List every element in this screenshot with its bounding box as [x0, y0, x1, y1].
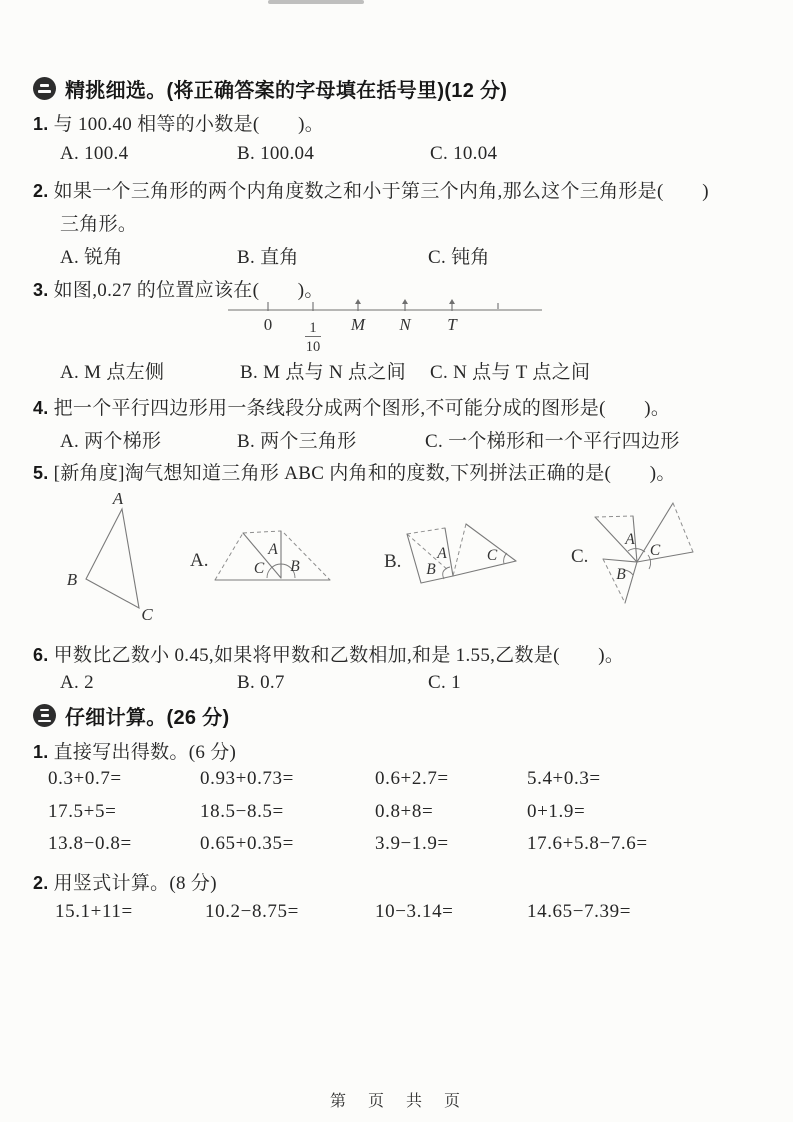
q5-figures — [40, 480, 720, 630]
q2-option-b: B. 直角 — [237, 247, 299, 268]
option-a-angle-c: C — [253, 560, 265, 577]
calc-item: 17.6+5.8−7.6= — [527, 833, 648, 854]
option-c-angle-a: A — [625, 531, 635, 548]
calc-item: 0+1.9= — [527, 801, 586, 822]
question-6-number: 6. — [33, 645, 49, 665]
q3-option-a: A. M 点左侧 — [60, 362, 165, 383]
section-calc-header — [33, 701, 229, 730]
number-line-label-0: 0 — [263, 315, 273, 334]
q5-option-c-figure — [571, 503, 693, 603]
q3-option-c: C. N 点与 T 点之间 — [430, 362, 591, 383]
calc-part-1-title: 直接写出得数。(6 分) — [53, 742, 237, 763]
q5-main-triangle — [67, 489, 154, 624]
option-c-letter: C. — [571, 546, 589, 567]
q2-option-a: A. 锐角 — [60, 247, 123, 268]
main-triangle-label-b: B — [66, 570, 78, 589]
calc-item: 5.4+0.3= — [527, 768, 601, 789]
number-line-label-m: M — [350, 315, 366, 334]
q1-option-a: A. 100.4 — [60, 143, 129, 164]
q1-option-c: C. 10.04 — [430, 143, 498, 164]
question-2-number: 2. — [33, 181, 49, 201]
q4-option-b: B. 两个三角形 — [237, 431, 357, 452]
option-b-angle-a: A — [437, 545, 447, 562]
question-2 — [33, 176, 709, 203]
question-5-number: 5. — [33, 463, 49, 483]
option-a-letter: A. — [190, 550, 209, 571]
number-line — [228, 299, 542, 311]
page-footer: 第 页 共 页 — [329, 1093, 463, 1110]
main-triangle-label-a: A — [112, 489, 124, 508]
calc-part-2-heading — [33, 868, 217, 895]
q4-option-c: C. 一个梯形和一个平行四边形 — [425, 431, 680, 452]
calc-part-1-number: 1. — [33, 742, 49, 762]
calc-item: 0.6+2.7= — [375, 768, 449, 789]
q5-option-b-figure — [384, 524, 516, 583]
q3-number-line-figure — [226, 296, 546, 354]
fraction-denominator: 10 — [305, 339, 321, 354]
q2-option-c: C. 钝角 — [428, 247, 490, 268]
calc-item: 14.65−7.39= — [527, 901, 632, 922]
section-two-icon — [33, 77, 56, 100]
calc-item: 0.3+0.7= — [48, 768, 122, 789]
option-c-angle-b: B — [616, 566, 626, 583]
option-b-letter: B. — [384, 551, 402, 572]
calc-part-2-title: 用竖式计算。(8 分) — [53, 873, 217, 894]
fraction-numerator: 1 — [309, 320, 317, 336]
option-b-angle-c: C — [486, 547, 498, 564]
question-1 — [33, 109, 324, 136]
q6-option-a: A. 2 — [60, 672, 94, 693]
number-line-label-t: T — [447, 315, 457, 334]
scan-artifact — [268, 0, 364, 4]
question-1-text: 与 100.40 相等的小数是( )。 — [53, 114, 325, 135]
calc-item: 10−3.14= — [375, 901, 454, 922]
q1-option-b: B. 100.04 — [237, 143, 315, 164]
calc-item: 0.65+0.35= — [200, 833, 294, 854]
question-6 — [33, 640, 624, 667]
section-calc-title: 仔细计算。(26 分) — [65, 707, 230, 729]
section-three-icon — [33, 704, 56, 727]
q5-option-a-figure — [190, 531, 330, 580]
option-c-angle-c: C — [649, 542, 661, 559]
question-6-text: 甲数比乙数小 0.45,如果将甲数和乙数相加,和是 1.55,乙数是( )。 — [53, 645, 625, 666]
question-2-text-line2: 三角形。 — [60, 214, 138, 235]
calc-item: 18.5−8.5= — [200, 801, 284, 822]
question-3-number: 3. — [33, 280, 49, 300]
calc-part-1-heading — [33, 737, 236, 764]
calc-item: 13.8−0.8= — [48, 833, 132, 854]
option-a-angle-b: B — [290, 558, 300, 575]
section-choice-header — [33, 74, 507, 103]
question-3-text: 如图,0.27 的位置应该在( )。 — [53, 280, 324, 301]
section-choice-title: 精挑细选。(将正确答案的字母填在括号里)(12 分) — [65, 80, 508, 102]
calc-item: 0.8+8= — [375, 801, 434, 822]
calc-part-2-number: 2. — [33, 873, 49, 893]
number-line-label-n: N — [399, 315, 411, 334]
question-5-text: [新角度]淘气想知道三角形 ABC 内角和的度数,下列拼法正确的是( )。 — [53, 463, 676, 484]
question-1-number: 1. — [33, 114, 49, 134]
question-4-number: 4. — [33, 398, 49, 418]
number-line-fraction-one-tenth — [305, 320, 321, 354]
q6-option-b: B. 0.7 — [237, 672, 285, 693]
calc-item: 17.5+5= — [48, 801, 117, 822]
q3-option-b: B. M 点与 N 点之间 — [240, 362, 406, 383]
calc-item: 3.9−1.9= — [375, 833, 449, 854]
question-4 — [33, 393, 670, 420]
calc-item: 15.1+11= — [55, 901, 133, 922]
option-b-angle-b: B — [426, 561, 436, 578]
option-a-angle-a: A — [268, 541, 278, 558]
question-2-text: 如果一个三角形的两个内角度数之和小于第三个内角,那么这个三角形是( ) — [53, 181, 709, 202]
main-triangle-label-c: C — [141, 605, 153, 624]
question-4-text: 把一个平行四边形用一条线段分成两个图形,不可能分成的图形是( )。 — [53, 398, 671, 419]
q4-option-a: A. 两个梯形 — [60, 431, 162, 452]
calc-item: 0.93+0.73= — [200, 768, 294, 789]
calc-item: 10.2−8.75= — [205, 901, 299, 922]
q6-option-c: C. 1 — [428, 672, 461, 693]
